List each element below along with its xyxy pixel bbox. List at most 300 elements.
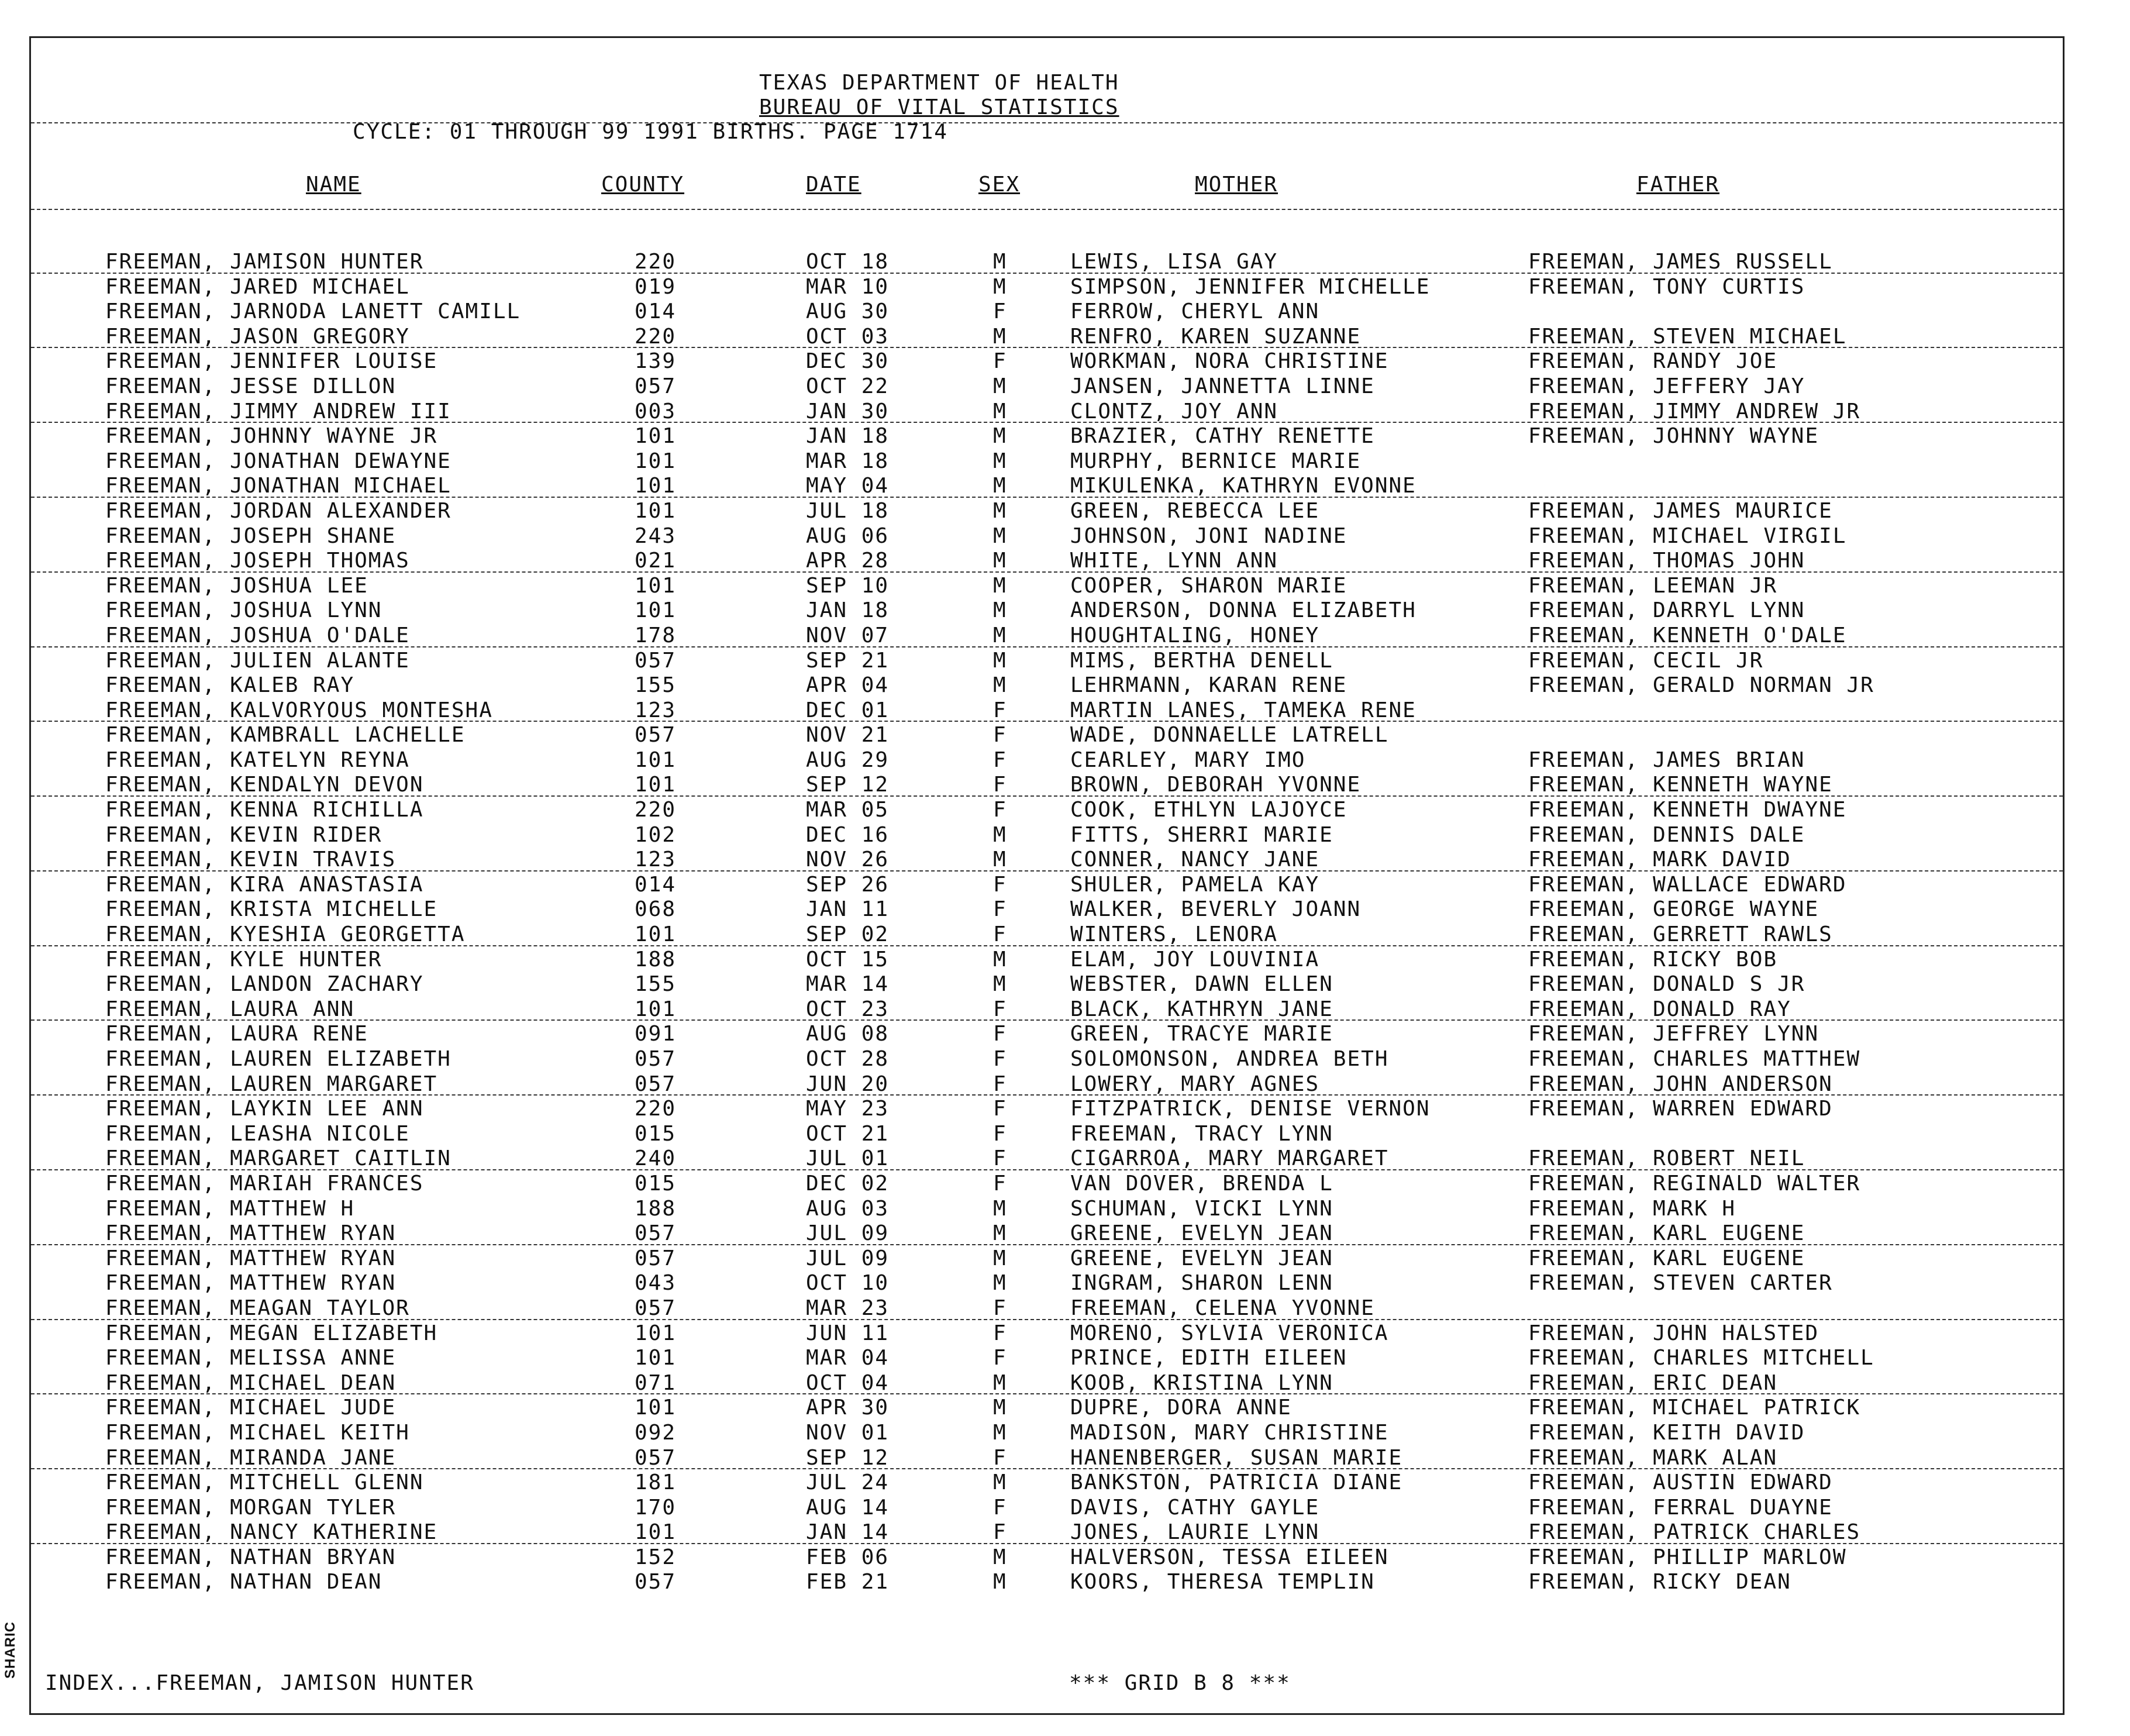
table-row — [31, 323, 2063, 349]
cell-father: FREEMAN, FERRAL DUAYNE — [1528, 1495, 1833, 1520]
cell-date: JAN 18 — [806, 598, 890, 623]
cell-father: FREEMAN, KENNETH O'DALE — [1528, 623, 1847, 647]
cell-date: OCT 10 — [806, 1271, 890, 1296]
cell-name: FREEMAN, MITCHELL GLENN — [105, 1470, 424, 1495]
cell-sex: M — [993, 274, 1007, 299]
record-sheet — [29, 36, 2064, 1715]
cell-name: FREEMAN, MARIAH FRANCES — [105, 1171, 424, 1196]
cell-mother: KOORS, THERESA TEMPLIN — [1070, 1570, 1375, 1594]
cell-name: FREEMAN, JAMISON HUNTER — [105, 250, 424, 274]
cell-name: FREEMAN, LAYKIN LEE ANN — [105, 1097, 424, 1121]
cell-county: 101 — [635, 498, 677, 523]
table-row — [31, 1569, 2063, 1594]
cell-sex: F — [993, 1520, 1007, 1545]
cell-county: 057 — [635, 1246, 677, 1270]
cell-date: JAN 30 — [806, 399, 890, 423]
table-row — [31, 1245, 2063, 1270]
cell-county: 015 — [635, 1171, 677, 1196]
cell-date: FEB 21 — [806, 1570, 890, 1594]
cell-father: FREEMAN, DONALD S JR — [1528, 972, 1805, 997]
cell-county: 220 — [635, 798, 677, 822]
cell-father: FREEMAN, PATRICK CHARLES — [1528, 1520, 1861, 1545]
footer-grid: *** GRID B 8 *** — [1069, 1671, 1291, 1695]
cell-mother: LOWERY, MARY AGNES — [1070, 1072, 1320, 1096]
cell-mother: HOUGHTALING, HONEY — [1070, 623, 1320, 647]
cell-name: FREEMAN, KEVIN RIDER — [105, 822, 382, 847]
table-row — [31, 996, 2063, 1021]
cell-sex: M — [993, 1370, 1007, 1395]
cell-date: APR 30 — [806, 1396, 890, 1420]
table-row — [31, 573, 2063, 598]
cell-mother: GREEN, TRACYE MARIE — [1070, 1022, 1333, 1046]
cell-mother: KOOB, KRISTINA LYNN — [1070, 1370, 1333, 1395]
cell-father: FREEMAN, GEORGE WAYNE — [1528, 897, 1819, 922]
table-row — [31, 1394, 2063, 1420]
cell-date: SEP 02 — [806, 922, 890, 947]
table-row — [31, 498, 2063, 523]
cell-mother: FREEMAN, TRACY LYNN — [1070, 1121, 1333, 1146]
cell-date: SEP 12 — [806, 773, 890, 797]
cell-name: FREEMAN, KALEB RAY — [105, 673, 355, 698]
cell-county: 014 — [635, 299, 677, 324]
table-row — [31, 946, 2063, 972]
cell-sex: M — [993, 1271, 1007, 1296]
cell-name: FREEMAN, JOSHUA LYNN — [105, 598, 382, 623]
cell-mother: GREENE, EVELYN JEAN — [1070, 1246, 1333, 1270]
table-row — [31, 771, 2063, 797]
cell-name: FREEMAN, MATTHEW RYAN — [105, 1271, 397, 1296]
cell-mother: WALKER, BEVERLY JOANN — [1070, 897, 1362, 922]
cell-date: JUL 24 — [806, 1470, 890, 1495]
cell-sex: M — [993, 523, 1007, 548]
cell-date: OCT 03 — [806, 324, 890, 349]
cell-county: 091 — [635, 1022, 677, 1046]
cell-father: FREEMAN, RICKY DEAN — [1528, 1570, 1791, 1594]
cell-date: AUG 06 — [806, 523, 890, 548]
header-department: TEXAS DEPARTMENT OF HEALTH — [759, 71, 1119, 95]
cell-county: 101 — [635, 1396, 677, 1420]
table-row — [31, 1021, 2063, 1046]
cell-mother: COOK, ETHLYN LAJOYCE — [1070, 798, 1347, 822]
cell-county: 101 — [635, 424, 677, 449]
cell-sex: M — [993, 374, 1007, 398]
table-row — [31, 249, 2063, 274]
cell-name: FREEMAN, JOSHUA LEE — [105, 573, 368, 598]
cell-name: FREEMAN, JOSEPH THOMAS — [105, 549, 410, 573]
cell-name: FREEMAN, MATTHEW RYAN — [105, 1246, 397, 1270]
cell-mother: WEBSTER, DAWN ELLEN — [1070, 972, 1333, 997]
cell-sex: F — [993, 1495, 1007, 1520]
cell-sex: F — [993, 299, 1007, 324]
cell-father: FREEMAN, MICHAEL PATRICK — [1528, 1396, 1861, 1420]
cell-name: FREEMAN, JASON GREGORY — [105, 324, 410, 349]
table-row — [31, 1445, 2063, 1470]
cell-mother: JONES, LAURIE LYNN — [1070, 1520, 1320, 1545]
cell-name: FREEMAN, MARGARET CAITLIN — [105, 1146, 451, 1171]
cell-date: NOV 07 — [806, 623, 890, 647]
table-row — [31, 398, 2063, 423]
cell-county: 057 — [635, 1570, 677, 1594]
cell-date: JUN 11 — [806, 1321, 890, 1345]
cell-date: MAR 23 — [806, 1296, 890, 1320]
table-row — [31, 1046, 2063, 1071]
cell-date: MAR 05 — [806, 798, 890, 822]
cell-sex: M — [993, 848, 1007, 872]
cell-date: DEC 30 — [806, 349, 890, 374]
cell-county: 057 — [635, 1296, 677, 1320]
cell-county: 057 — [635, 1072, 677, 1096]
cell-father: FREEMAN, JIMMY ANDREW JR — [1528, 399, 1861, 423]
cell-sex: F — [993, 1047, 1007, 1071]
cell-date: AUG 14 — [806, 1495, 890, 1520]
cell-mother: SIMPSON, JENNIFER MICHELLE — [1070, 274, 1431, 299]
column-sex: SEX — [978, 173, 1021, 197]
cell-sex: M — [993, 474, 1007, 498]
table-row — [31, 747, 2063, 772]
cell-father: FREEMAN, JAMES BRIAN — [1528, 748, 1805, 772]
cell-father: FREEMAN, MARK H — [1528, 1196, 1736, 1221]
cell-county: 015 — [635, 1121, 677, 1146]
cell-county: 220 — [635, 250, 677, 274]
cell-date: OCT 22 — [806, 374, 890, 398]
cell-name: FREEMAN, LAURA ANN — [105, 997, 355, 1021]
cell-date: DEC 16 — [806, 822, 890, 847]
cell-sex: M — [993, 623, 1007, 647]
cell-sex: F — [993, 723, 1007, 748]
cell-sex: F — [993, 872, 1007, 897]
cell-mother: WADE, DONNAELLE LATRELL — [1070, 723, 1389, 748]
cell-father: FREEMAN, JAMES RUSSELL — [1528, 250, 1833, 274]
cell-sex: F — [993, 1097, 1007, 1121]
cell-father: FREEMAN, JOHN HALSTED — [1528, 1321, 1819, 1345]
cell-name: FREEMAN, JOSEPH SHANE — [105, 523, 397, 548]
table-row — [31, 298, 2063, 323]
cell-date: DEC 01 — [806, 698, 890, 722]
cell-father: FREEMAN, TONY CURTIS — [1528, 274, 1805, 299]
cell-sex: F — [993, 1445, 1007, 1470]
cell-father: FREEMAN, CECIL JR — [1528, 648, 1764, 673]
cell-date: MAR 04 — [806, 1346, 890, 1370]
table-row — [31, 1196, 2063, 1221]
cell-sex: F — [993, 1121, 1007, 1146]
cell-date: JUL 18 — [806, 498, 890, 523]
cell-date: OCT 28 — [806, 1047, 890, 1071]
cell-name: FREEMAN, JULIEN ALANTE — [105, 648, 410, 673]
table-row — [31, 1494, 2063, 1520]
cell-county: 057 — [635, 723, 677, 748]
cell-sex: F — [993, 1171, 1007, 1196]
cell-county: 092 — [635, 1420, 677, 1445]
cell-sex: M — [993, 1570, 1007, 1594]
cell-father: FREEMAN, WALLACE EDWARD — [1528, 872, 1847, 897]
cell-name: FREEMAN, MELISSA ANNE — [105, 1346, 397, 1370]
cell-date: SEP 10 — [806, 573, 890, 598]
cell-date: OCT 23 — [806, 997, 890, 1021]
cell-name: FREEMAN, KENNA RICHILLA — [105, 798, 424, 822]
table-row — [31, 523, 2063, 548]
cell-father: FREEMAN, RICKY BOB — [1528, 947, 1778, 972]
cell-sex: M — [993, 1396, 1007, 1420]
cell-mother: WHITE, LYNN ANN — [1070, 549, 1278, 573]
column-name: NAME — [306, 173, 361, 197]
cell-father: FREEMAN, GERRETT RAWLS — [1528, 922, 1833, 947]
cell-sex: F — [993, 897, 1007, 922]
cell-sex: F — [993, 1022, 1007, 1046]
table-row — [31, 822, 2063, 847]
column-date: DATE — [806, 173, 861, 197]
table-row — [31, 1519, 2063, 1544]
cell-county: 101 — [635, 1520, 677, 1545]
cell-name: FREEMAN, KIRA ANASTASIA — [105, 872, 424, 897]
cell-date: FEB 06 — [806, 1545, 890, 1569]
cell-date: OCT 18 — [806, 250, 890, 274]
column-father: FATHER — [1636, 173, 1720, 197]
cell-county: 101 — [635, 1321, 677, 1345]
cell-sex: M — [993, 498, 1007, 523]
cell-father: FREEMAN, REGINALD WALTER — [1528, 1171, 1861, 1196]
cell-date: JUL 09 — [806, 1246, 890, 1270]
cell-mother: FITZPATRICK, DENISE VERNON — [1070, 1097, 1431, 1121]
table-row — [31, 1370, 2063, 1395]
table-row — [31, 274, 2063, 299]
cell-mother: WORKMAN, NORA CHRISTINE — [1070, 349, 1389, 374]
cell-father: FREEMAN, AUSTIN EDWARD — [1528, 1470, 1833, 1495]
cell-name: FREEMAN, JESSE DILLON — [105, 374, 397, 398]
cell-name: FREEMAN, MICHAEL JUDE — [105, 1396, 397, 1420]
cell-date: AUG 29 — [806, 748, 890, 772]
cell-sex: M — [993, 648, 1007, 673]
table-row — [31, 697, 2063, 722]
cell-county: 181 — [635, 1470, 677, 1495]
cell-father: FREEMAN, JEFFREY LYNN — [1528, 1022, 1819, 1046]
table-row — [31, 971, 2063, 996]
table-row — [31, 1469, 2063, 1494]
cell-sex: M — [993, 1470, 1007, 1495]
cell-date: JAN 11 — [806, 897, 890, 922]
cell-county: 101 — [635, 449, 677, 473]
table-row — [31, 1420, 2063, 1445]
cell-father: FREEMAN, GERALD NORMAN JR — [1528, 673, 1874, 698]
cell-mother: SOLOMONSON, ANDREA BETH — [1070, 1047, 1389, 1071]
table-row — [31, 348, 2063, 373]
cell-county: 101 — [635, 748, 677, 772]
cell-date: NOV 01 — [806, 1420, 890, 1445]
cell-county: 220 — [635, 324, 677, 349]
cell-name: FREEMAN, MATTHEW RYAN — [105, 1221, 397, 1246]
cell-father: FREEMAN, LEEMAN JR — [1528, 573, 1778, 598]
cell-date: APR 28 — [806, 549, 890, 573]
cell-mother: MURPHY, BERNICE MARIE — [1070, 449, 1362, 473]
cell-county: 101 — [635, 997, 677, 1021]
cell-county: 155 — [635, 673, 677, 698]
cell-mother: JOHNSON, JONI NADINE — [1070, 523, 1347, 548]
table-row — [31, 1170, 2063, 1196]
cell-county: 057 — [635, 648, 677, 673]
table-row — [31, 373, 2063, 398]
cell-sex: M — [993, 1221, 1007, 1246]
birth-records — [31, 249, 2063, 1594]
cell-father: FREEMAN, ROBERT NEIL — [1528, 1146, 1805, 1171]
table-row — [31, 1345, 2063, 1370]
column-divider — [31, 209, 2063, 210]
cell-date: SEP 21 — [806, 648, 890, 673]
cell-mother: GREEN, REBECCA LEE — [1070, 498, 1320, 523]
cell-father: FREEMAN, STEVEN CARTER — [1528, 1271, 1833, 1296]
cell-mother: MORENO, SYLVIA VERONICA — [1070, 1321, 1389, 1345]
cell-county: 152 — [635, 1545, 677, 1569]
footer-index: INDEX...FREEMAN, JAMISON HUNTER — [45, 1671, 474, 1695]
cell-name: FREEMAN, JIMMY ANDREW III — [105, 399, 451, 423]
cell-father: FREEMAN, THOMAS JOHN — [1528, 549, 1805, 573]
cell-father: FREEMAN, STEVEN MICHAEL — [1528, 324, 1847, 349]
cell-father: FREEMAN, DARRYL LYNN — [1528, 598, 1805, 623]
cell-sex: M — [993, 822, 1007, 847]
cell-father: FREEMAN, RANDY JOE — [1528, 349, 1778, 374]
table-row — [31, 647, 2063, 673]
cell-sex: M — [993, 324, 1007, 349]
cell-sex: M — [993, 1196, 1007, 1221]
cell-father: FREEMAN, JAMES MAURICE — [1528, 498, 1833, 523]
cell-father: FREEMAN, KARL EUGENE — [1528, 1221, 1805, 1246]
cell-sex: M — [993, 449, 1007, 473]
cell-county: 014 — [635, 872, 677, 897]
cell-name: FREEMAN, MICHAEL KEITH — [105, 1420, 410, 1445]
table-row — [31, 672, 2063, 697]
cell-mother: SCHUMAN, VICKI LYNN — [1070, 1196, 1333, 1221]
cell-sex: M — [993, 1246, 1007, 1270]
cell-county: 043 — [635, 1271, 677, 1296]
cell-mother: VAN DOVER, BRENDA L — [1070, 1171, 1333, 1196]
cell-father: FREEMAN, CHARLES MATTHEW — [1528, 1047, 1861, 1071]
cell-county: 101 — [635, 1346, 677, 1370]
cell-mother: MIMS, BERTHA DENELL — [1070, 648, 1333, 673]
cell-mother: CEARLEY, MARY IMO — [1070, 748, 1306, 772]
cell-name: FREEMAN, MEAGAN TAYLOR — [105, 1296, 410, 1320]
table-row — [31, 1295, 2063, 1320]
cell-county: 188 — [635, 947, 677, 972]
cell-mother: MARTIN LANES, TAMEKA RENE — [1070, 698, 1416, 722]
cell-county: 178 — [635, 623, 677, 647]
column-mother: MOTHER — [1195, 173, 1278, 197]
cell-county: 139 — [635, 349, 677, 374]
cell-county: 101 — [635, 922, 677, 947]
cell-county: 102 — [635, 822, 677, 847]
cell-date: AUG 03 — [806, 1196, 890, 1221]
cell-name: FREEMAN, JARNODA LANETT CAMILL — [105, 299, 521, 324]
cell-mother: WINTERS, LENORA — [1070, 922, 1278, 947]
cell-father: FREEMAN, ERIC DEAN — [1528, 1370, 1778, 1395]
table-row — [31, 1145, 2063, 1170]
cell-county: 101 — [635, 598, 677, 623]
cell-county: 188 — [635, 1196, 677, 1221]
cell-county: 021 — [635, 549, 677, 573]
cell-date: SEP 26 — [806, 872, 890, 897]
table-row — [31, 448, 2063, 473]
cell-father: FREEMAN, JOHNNY WAYNE — [1528, 424, 1819, 449]
cell-sex: F — [993, 349, 1007, 374]
cell-mother: CLONTZ, JOY ANN — [1070, 399, 1278, 423]
cell-name: FREEMAN, JORDAN ALEXANDER — [105, 498, 451, 523]
cell-father: FREEMAN, DENNIS DALE — [1528, 822, 1805, 847]
cell-sex: F — [993, 922, 1007, 947]
cell-name: FREEMAN, LEASHA NICOLE — [105, 1121, 410, 1146]
cell-county: 003 — [635, 399, 677, 423]
cell-sex: F — [993, 773, 1007, 797]
cell-name: FREEMAN, KYLE HUNTER — [105, 947, 382, 972]
cell-name: FREEMAN, KAMBRALL LACHELLE — [105, 723, 466, 748]
cell-mother: BRAZIER, CATHY RENETTE — [1070, 424, 1375, 449]
cell-father: FREEMAN, CHARLES MITCHELL — [1528, 1346, 1874, 1370]
cell-county: 057 — [635, 374, 677, 398]
cell-mother: MIKULENKA, KATHRYN EVONNE — [1070, 474, 1416, 498]
table-row — [31, 547, 2063, 573]
cell-name: FREEMAN, LAUREN ELIZABETH — [105, 1047, 451, 1071]
cell-mother: BANKSTON, PATRICIA DIANE — [1070, 1470, 1403, 1495]
table-row — [31, 597, 2063, 622]
cell-date: OCT 15 — [806, 947, 890, 972]
cell-name: FREEMAN, JOSHUA O'DALE — [105, 623, 410, 647]
cell-name: FREEMAN, NATHAN BRYAN — [105, 1545, 397, 1569]
cell-sex: F — [993, 748, 1007, 772]
table-row — [31, 1071, 2063, 1096]
cell-father: FREEMAN, KARL EUGENE — [1528, 1246, 1805, 1270]
table-row — [31, 797, 2063, 822]
cell-date: NOV 21 — [806, 723, 890, 748]
cell-name: FREEMAN, JONATHAN MICHAEL — [105, 474, 451, 498]
cell-name: FREEMAN, KEVIN TRAVIS — [105, 848, 397, 872]
cell-date: MAR 14 — [806, 972, 890, 997]
cell-name: FREEMAN, LANDON ZACHARY — [105, 972, 424, 997]
cell-mother: HALVERSON, TESSA EILEEN — [1070, 1545, 1389, 1569]
cell-county: 057 — [635, 1047, 677, 1071]
cell-sex: F — [993, 997, 1007, 1021]
cell-father: FREEMAN, MICHAEL VIRGIL — [1528, 523, 1847, 548]
cell-date: SEP 12 — [806, 1445, 890, 1470]
cell-date: MAY 23 — [806, 1097, 890, 1121]
cell-county: 123 — [635, 698, 677, 722]
table-row — [31, 896, 2063, 921]
cell-name: FREEMAN, NATHAN DEAN — [105, 1570, 382, 1594]
cell-date: MAR 18 — [806, 449, 890, 473]
cell-county: 101 — [635, 773, 677, 797]
column-county: COUNTY — [601, 173, 685, 197]
table-row — [31, 921, 2063, 946]
table-row — [31, 872, 2063, 897]
cell-father: FREEMAN, WARREN EDWARD — [1528, 1097, 1833, 1121]
cell-sex: F — [993, 698, 1007, 722]
table-row — [31, 622, 2063, 647]
cell-county: 123 — [635, 848, 677, 872]
cell-mother: INGRAM, SHARON LENN — [1070, 1271, 1333, 1296]
cell-date: AUG 08 — [806, 1022, 890, 1046]
cell-name: FREEMAN, KRISTA MICHELLE — [105, 897, 438, 922]
cell-county: 243 — [635, 523, 677, 548]
cell-sex: M — [993, 424, 1007, 449]
cell-name: FREEMAN, JARED MICHAEL — [105, 274, 410, 299]
cell-name: FREEMAN, LAUREN MARGARET — [105, 1072, 438, 1096]
cell-sex: M — [993, 1420, 1007, 1445]
cell-date: MAY 04 — [806, 474, 890, 498]
cell-sex: M — [993, 673, 1007, 698]
cell-sex: F — [993, 1296, 1007, 1320]
cell-date: JAN 14 — [806, 1520, 890, 1545]
cell-date: OCT 21 — [806, 1121, 890, 1146]
table-row — [31, 1320, 2063, 1345]
cell-name: FREEMAN, MATTHEW H — [105, 1196, 355, 1221]
cell-mother: BROWN, DEBORAH YVONNE — [1070, 773, 1362, 797]
cell-father: FREEMAN, JEFFERY JAY — [1528, 374, 1805, 398]
cell-county: 101 — [635, 474, 677, 498]
